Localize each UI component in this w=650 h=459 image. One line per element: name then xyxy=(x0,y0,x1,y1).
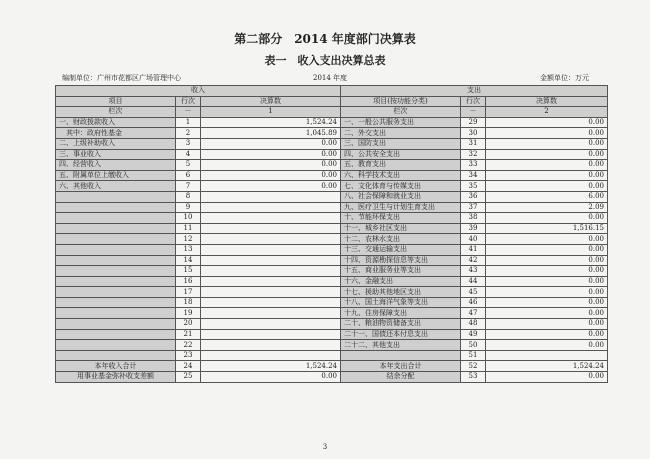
income-item xyxy=(56,287,176,298)
income-amount xyxy=(201,340,341,351)
expense-amount: 0.00 xyxy=(486,255,608,266)
income-item: 五、附属单位上缴收入 xyxy=(56,170,176,181)
income-row-no: 12 xyxy=(176,234,201,245)
expense-amount: 0.00 xyxy=(486,340,608,351)
income-row-no: 21 xyxy=(176,329,201,340)
table-row xyxy=(56,170,608,181)
income-row-no: 15 xyxy=(176,266,201,277)
expense-row-no: 32 xyxy=(461,149,486,160)
expense-item: 二、外交支出 xyxy=(341,128,461,139)
table-row xyxy=(56,213,608,224)
expense-row-no: 41 xyxy=(461,244,486,255)
income-item xyxy=(56,191,176,202)
income-item: 本年收入合计 xyxy=(56,361,176,372)
expense-item: 八、社会保障和就业支出 xyxy=(341,191,461,202)
income-row-no: 5 xyxy=(176,160,201,171)
income-item xyxy=(56,319,176,330)
income-amount xyxy=(201,266,341,277)
expense-item: 九、医疗卫生与计划生育支出 xyxy=(341,202,461,213)
expense-item: 十二、农林水支出 xyxy=(341,234,461,245)
expense-row-no: 44 xyxy=(461,276,486,287)
expense-item: 一、一般公共服务支出 xyxy=(341,117,461,128)
amount-unit: 金额单位：万元 xyxy=(540,74,589,82)
income-amount xyxy=(201,276,341,287)
expense-amount xyxy=(486,350,608,361)
budget-table xyxy=(55,85,608,383)
expense-row-no: 34 xyxy=(461,170,486,181)
income-row-no: 14 xyxy=(176,255,201,266)
colno-cell: － xyxy=(461,107,486,118)
colno-cell: 2 xyxy=(486,107,608,118)
income-row-no: 4 xyxy=(176,149,201,160)
expense-amount: 0.00 xyxy=(486,170,608,181)
expense-item: 十五、商业服务业等支出 xyxy=(341,266,461,277)
expense-row-no: 38 xyxy=(461,213,486,224)
income-row-no: 24 xyxy=(176,361,201,372)
expense-amount: 0.00 xyxy=(486,160,608,171)
expense-row-no: 51 xyxy=(461,350,486,361)
income-amount: 1,524.24 xyxy=(201,117,341,128)
expense-amount: 0.00 xyxy=(486,297,608,308)
income-item xyxy=(56,297,176,308)
expense-row-no: 47 xyxy=(461,308,486,319)
colno-cell: 栏次 xyxy=(56,107,176,118)
table-row xyxy=(56,329,608,340)
income-amount xyxy=(201,244,341,255)
expense-row-no: 49 xyxy=(461,329,486,340)
expense-row-no: 52 xyxy=(461,361,486,372)
expense-row-no: 50 xyxy=(461,340,486,351)
income-item xyxy=(56,244,176,255)
expense-row-no: 45 xyxy=(461,287,486,298)
income-item xyxy=(56,255,176,266)
income-item xyxy=(56,266,176,277)
income-amount xyxy=(201,191,341,202)
income-item: 四、经营收入 xyxy=(56,160,176,171)
expense-row-no: 43 xyxy=(461,266,486,277)
expense-amount: 0.00 xyxy=(486,266,608,277)
table-row xyxy=(56,340,608,351)
expense-item: 结余分配 xyxy=(341,372,461,383)
income-row-no: 8 xyxy=(176,191,201,202)
table-row xyxy=(56,266,608,277)
expense-item: 十九、住房保障支出 xyxy=(341,308,461,319)
table-row xyxy=(56,234,608,245)
expense-row-no: 33 xyxy=(461,160,486,171)
expense-group-label: 支出 xyxy=(341,86,608,97)
income-amount xyxy=(201,308,341,319)
expense-item: 二十一、国债还本付息支出 xyxy=(341,329,461,340)
colno-cell: 1 xyxy=(201,107,341,118)
expense-row-no: 37 xyxy=(461,202,486,213)
expense-amount: 0.00 xyxy=(486,244,608,255)
income-amount xyxy=(201,319,341,330)
expense-row-no: 35 xyxy=(461,181,486,192)
expense-amount: 0.00 xyxy=(486,181,608,192)
expense-amount: 0.00 xyxy=(486,149,608,160)
page-number: 3 xyxy=(322,443,328,451)
income-row-no: 23 xyxy=(176,350,201,361)
income-amount: 0.00 xyxy=(201,372,341,383)
expense-amount: 0.00 xyxy=(486,234,608,245)
income-amount: 0.00 xyxy=(201,170,341,181)
table-row xyxy=(56,202,608,213)
income-item xyxy=(56,340,176,351)
col-header: 项目 xyxy=(56,96,176,107)
income-item xyxy=(56,213,176,224)
colno-cell: 栏次 xyxy=(341,107,461,118)
income-amount: 0.00 xyxy=(201,181,341,192)
expense-amount: 0.00 xyxy=(486,372,608,383)
income-row-no: 1 xyxy=(176,117,201,128)
income-row-no: 25 xyxy=(176,372,201,383)
income-amount: 0.00 xyxy=(201,138,341,149)
group-header-row xyxy=(56,86,608,97)
unit-label: 编制单位：广州市花都区广场管理中心 xyxy=(62,74,181,82)
expense-amount: 2.09 xyxy=(486,202,608,213)
table-row xyxy=(56,350,608,361)
income-amount xyxy=(201,329,341,340)
expense-item: 五、教育支出 xyxy=(341,160,461,171)
income-row-no: 22 xyxy=(176,340,201,351)
income-item xyxy=(56,234,176,245)
colno-cell: － xyxy=(176,107,201,118)
expense-item: 十一、城乡社区支出 xyxy=(341,223,461,234)
income-row-no: 16 xyxy=(176,276,201,287)
expense-item: 六、科学技术支出 xyxy=(341,170,461,181)
expense-amount: 0.00 xyxy=(486,308,608,319)
page-title: 第二部分 2014 年度部门决算表 xyxy=(234,32,416,46)
expense-amount: 6.00 xyxy=(486,191,608,202)
income-item xyxy=(56,276,176,287)
expense-row-no: 46 xyxy=(461,297,486,308)
expense-item: 二十、粮油物资储备支出 xyxy=(341,319,461,330)
income-amount xyxy=(201,234,341,245)
table-row xyxy=(56,319,608,330)
col-header: 决算数 xyxy=(486,96,608,107)
income-item: 一、财政拨款收入 xyxy=(56,117,176,128)
table-row xyxy=(56,191,608,202)
income-amount xyxy=(201,287,341,298)
income-row-no: 9 xyxy=(176,202,201,213)
income-amount xyxy=(201,350,341,361)
income-item xyxy=(56,202,176,213)
expense-row-no: 48 xyxy=(461,319,486,330)
income-item: 二、上级补助收入 xyxy=(56,138,176,149)
income-amount xyxy=(201,297,341,308)
col-header: 行次 xyxy=(176,96,201,107)
income-item: 用事业基金弥补收支差额 xyxy=(56,372,176,383)
income-row-no: 20 xyxy=(176,319,201,330)
expense-item: 十八、国土海洋气象等支出 xyxy=(341,297,461,308)
income-row-no: 2 xyxy=(176,128,201,139)
expense-amount: 0.00 xyxy=(486,213,608,224)
income-amount xyxy=(201,213,341,224)
income-amount: 0.00 xyxy=(201,160,341,171)
expense-item: 七、文化体育与传媒支出 xyxy=(341,181,461,192)
expense-item: 本年支出合计 xyxy=(341,361,461,372)
expense-item: 十、节能环保支出 xyxy=(341,213,461,224)
income-item: 六、其他收入 xyxy=(56,181,176,192)
expense-item xyxy=(341,350,461,361)
expense-amount: 0.00 xyxy=(486,287,608,298)
table-subtitle: 表一 收入支出决算总表 xyxy=(264,54,386,67)
expense-amount: 0.00 xyxy=(486,319,608,330)
col-header: 决算数 xyxy=(201,96,341,107)
column-header-row xyxy=(56,96,608,107)
expense-item: 四、公共安全支出 xyxy=(341,149,461,160)
expense-row-no: 53 xyxy=(461,372,486,383)
expense-amount: 0.00 xyxy=(486,276,608,287)
income-row-no: 11 xyxy=(176,223,201,234)
expense-row-no: 42 xyxy=(461,255,486,266)
table-row xyxy=(56,297,608,308)
column-number-row xyxy=(56,107,608,118)
income-group-label: 收入 xyxy=(56,86,341,97)
expense-item: 十七、援助其他地区支出 xyxy=(341,287,461,298)
table-row xyxy=(56,287,608,298)
table-row xyxy=(56,160,608,171)
income-row-no: 13 xyxy=(176,244,201,255)
expense-amount: 1,516.15 xyxy=(486,223,608,234)
year-label: 2014 年度 xyxy=(313,74,348,82)
income-amount xyxy=(201,202,341,213)
table-row xyxy=(56,117,608,128)
income-amount: 1,524.24 xyxy=(201,361,341,372)
table-row xyxy=(56,223,608,234)
income-item xyxy=(56,308,176,319)
income-row-no: 18 xyxy=(176,297,201,308)
col-header: 项目(按功能分类) xyxy=(341,96,461,107)
income-row-no: 10 xyxy=(176,213,201,224)
income-item xyxy=(56,350,176,361)
expense-item: 二十二、其他支出 xyxy=(341,340,461,351)
income-row-no: 3 xyxy=(176,138,201,149)
expense-amount: 0.00 xyxy=(486,329,608,340)
income-row-no: 7 xyxy=(176,181,201,192)
table-row xyxy=(56,308,608,319)
expense-item: 十四、资源勘探信息等支出 xyxy=(341,255,461,266)
balance-row xyxy=(56,372,608,383)
table-row xyxy=(56,181,608,192)
income-item xyxy=(56,329,176,340)
income-item: 三、事业收入 xyxy=(56,149,176,160)
expense-row-no: 31 xyxy=(461,138,486,149)
table-row xyxy=(56,244,608,255)
income-amount xyxy=(201,223,341,234)
expense-row-no: 30 xyxy=(461,128,486,139)
expense-amount: 0.00 xyxy=(486,117,608,128)
expense-amount: 1,524.24 xyxy=(486,361,608,372)
income-amount: 0.00 xyxy=(201,149,341,160)
income-row-no: 17 xyxy=(176,287,201,298)
col-header: 行次 xyxy=(461,96,486,107)
expense-row-no: 36 xyxy=(461,191,486,202)
expense-row-no: 29 xyxy=(461,117,486,128)
income-amount: 1,045.89 xyxy=(201,128,341,139)
table-row xyxy=(56,128,608,139)
expense-item: 十六、金融支出 xyxy=(341,276,461,287)
income-row-no: 19 xyxy=(176,308,201,319)
expense-item: 十三、交通运输支出 xyxy=(341,244,461,255)
table-row xyxy=(56,255,608,266)
table-row xyxy=(56,149,608,160)
expense-amount: 0.00 xyxy=(486,138,608,149)
expense-row-no: 39 xyxy=(461,223,486,234)
income-row-no: 6 xyxy=(176,170,201,181)
expense-item: 三、国防支出 xyxy=(341,138,461,149)
table-row xyxy=(56,276,608,287)
total-row xyxy=(56,361,608,372)
expense-amount: 0.00 xyxy=(486,128,608,139)
income-amount xyxy=(201,255,341,266)
income-item xyxy=(56,223,176,234)
table-row xyxy=(56,138,608,149)
expense-row-no: 40 xyxy=(461,234,486,245)
income-item: 其中：政府性基金 xyxy=(56,128,176,139)
